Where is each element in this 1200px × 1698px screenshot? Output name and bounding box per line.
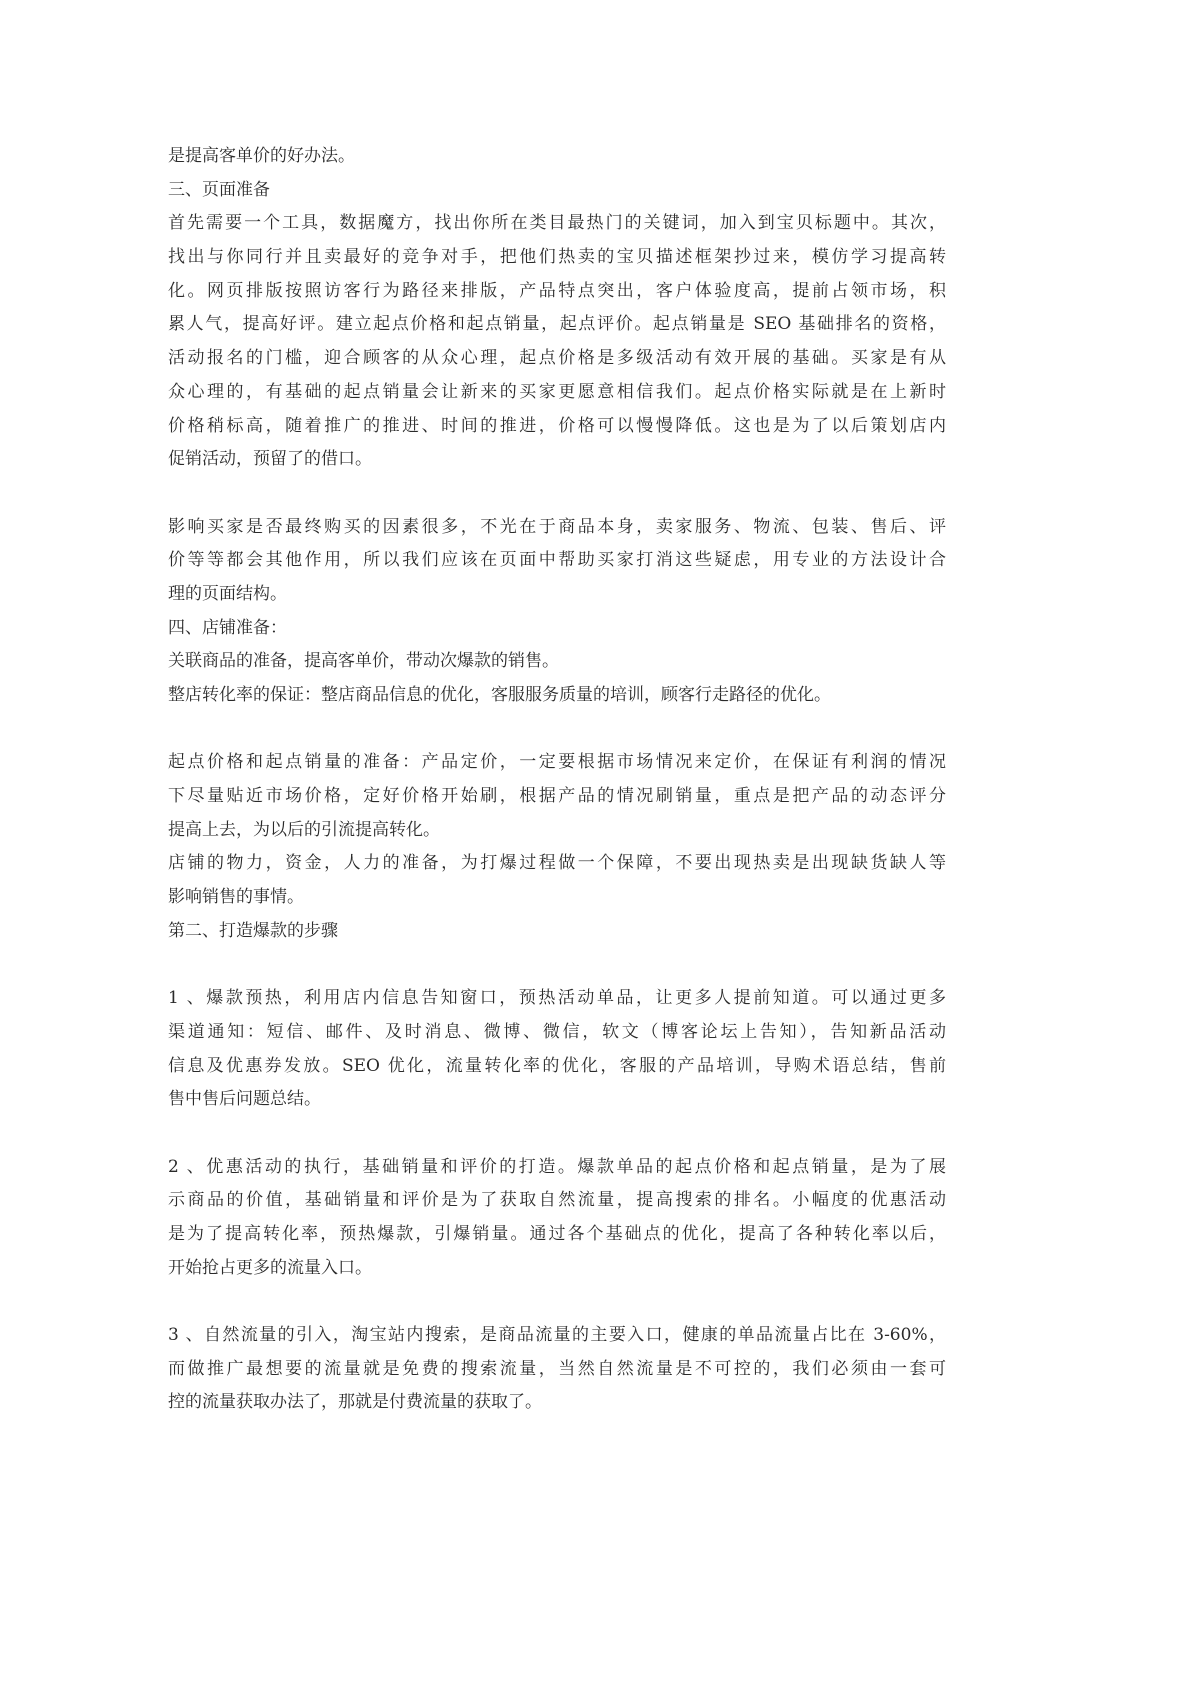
text-line: 1 、爆款预热，利用店内信息告知窗口，预热活动单品，让更多人提前知道。可以通过更多 — [168, 988, 946, 1009]
text-line: 3 、自然流量的引入，淘宝站内搜索，是商品流量的主要入口，健康的单品流量占比在 3-60%， — [168, 1325, 946, 1346]
text-line: 影响买家是否最终购买的因素很多，不光在于商品本身，卖家服务、物流、包装、售后、评 — [168, 516, 946, 537]
text-line: 信息及优惠券发放。SEO 优化，流量转化率的优化，客服的产品培训，导购术语总结，售前 — [168, 1055, 946, 1076]
text-line: 化。网页排版按照访客行为路径来排版，产品特点突出，客户体验度高，提前占领市场，积 — [168, 280, 946, 301]
text-line: 是为了提高转化率，预热爆款，引爆销量。通过各个基础点的优化，提高了各种转化率以后， — [168, 1224, 946, 1244]
paragraph — [168, 1151, 946, 1286]
text-line: 起点价格和起点销量的准备：产品定价，一定要根据市场情况来定价，在保证有利润的情况 — [168, 752, 946, 773]
text-line: 价等等都会其他作用，所以我们应该在页面中帮助买家打消这些疑虑，用专业的方法设计合 — [168, 550, 946, 571]
paragraph — [168, 982, 946, 1117]
text-line: 找出与你同行并且卖最好的竞争对手，把他们热卖的宝贝描述框架抄过来，模仿学习提高转 — [168, 247, 946, 268]
paragraph — [168, 207, 946, 477]
text-line: 开始抢占更多的流量入口。 — [168, 1257, 372, 1278]
text-line: 活动报名的门槛，迎合顾客的从众心理，起点价格是多级活动有效开展的基础。买家是有从 — [168, 348, 946, 369]
text-line: 首先需要一个工具，数据魔方，找出你所在类目最热门的关键词，加入到宝贝标题中。其次， — [168, 213, 946, 234]
text-line: 店铺的物力，资金，人力的准备，为打爆过程做一个保障，不要出现热卖是出现缺货缺人等 — [168, 853, 946, 874]
text-line: 是提高客单价的好办法。 — [168, 146, 355, 166]
paragraph — [168, 915, 946, 949]
paragraph — [168, 140, 946, 174]
text-line: 控的流量获取办法了，那就是付费流量的获取了。 — [168, 1392, 542, 1413]
blank-line — [168, 477, 946, 511]
document-page — [168, 140, 946, 1420]
text-line: 第二、打造爆款的步骤 — [168, 920, 338, 941]
text-line: 整店转化率的保证：整店商品信息的优化，客服服务质量的培训，顾客行走路径的优化。 — [168, 685, 831, 705]
paragraph — [168, 645, 946, 679]
text-line: 而做推广最想要的流量就是免费的搜索流量，当然自然流量是不可控的，我们必须由一套可 — [168, 1358, 946, 1379]
paragraph — [168, 612, 946, 646]
paragraph — [168, 679, 946, 713]
text-line: 关联商品的准备，提高客单价，带动次爆款的销售。 — [168, 651, 559, 672]
text-line: 四、店铺准备： — [168, 617, 287, 638]
blank-line — [168, 1117, 946, 1151]
text-line: 累人气，提高好评。建立起点价格和起点销量，起点评价。起点销量是 SEO 基础排名的资格， — [168, 314, 946, 335]
paragraph — [168, 746, 946, 847]
text-line: 售中售后问题总结。 — [168, 1089, 321, 1110]
paragraph — [168, 847, 946, 914]
blank-line — [168, 713, 946, 747]
text-line: 价格稍标高，随着推广的推进、时间的推进，价格可以慢慢降低。这也是为了以后策划店内 — [168, 415, 946, 436]
text-line: 促销活动，预留了的借口。 — [168, 449, 372, 470]
text-line: 三、页面准备 — [168, 179, 270, 200]
text-line: 示商品的价值，基础销量和评价是为了获取自然流量，提高搜索的排名。小幅度的优惠活动 — [168, 1190, 946, 1211]
text-line: 理的页面结构。 — [168, 583, 287, 604]
paragraph — [168, 174, 946, 208]
text-line: 2 、优惠活动的执行，基础销量和评价的打造。爆款单品的起点价格和起点销量，是为了展 — [168, 1156, 946, 1177]
blank-line — [168, 1285, 946, 1319]
blank-line — [168, 949, 946, 983]
text-line: 众心理的，有基础的起点销量会让新来的买家更愿意相信我们。起点价格实际就是在上新时 — [168, 381, 946, 402]
paragraph — [168, 1319, 946, 1420]
paragraph — [168, 511, 946, 612]
text-line: 下尽量贴近市场价格，定好价格开始刷，根据产品的情况刷销量，重点是把产品的动态评分 — [168, 786, 946, 807]
text-line: 影响销售的事情。 — [168, 887, 304, 908]
text-line: 渠道通知：短信、邮件、及时消息、微博、微信，软文（博客论坛上告知），告知新品活动 — [168, 1021, 946, 1042]
text-line: 提高上去，为以后的引流提高转化。 — [168, 819, 440, 840]
